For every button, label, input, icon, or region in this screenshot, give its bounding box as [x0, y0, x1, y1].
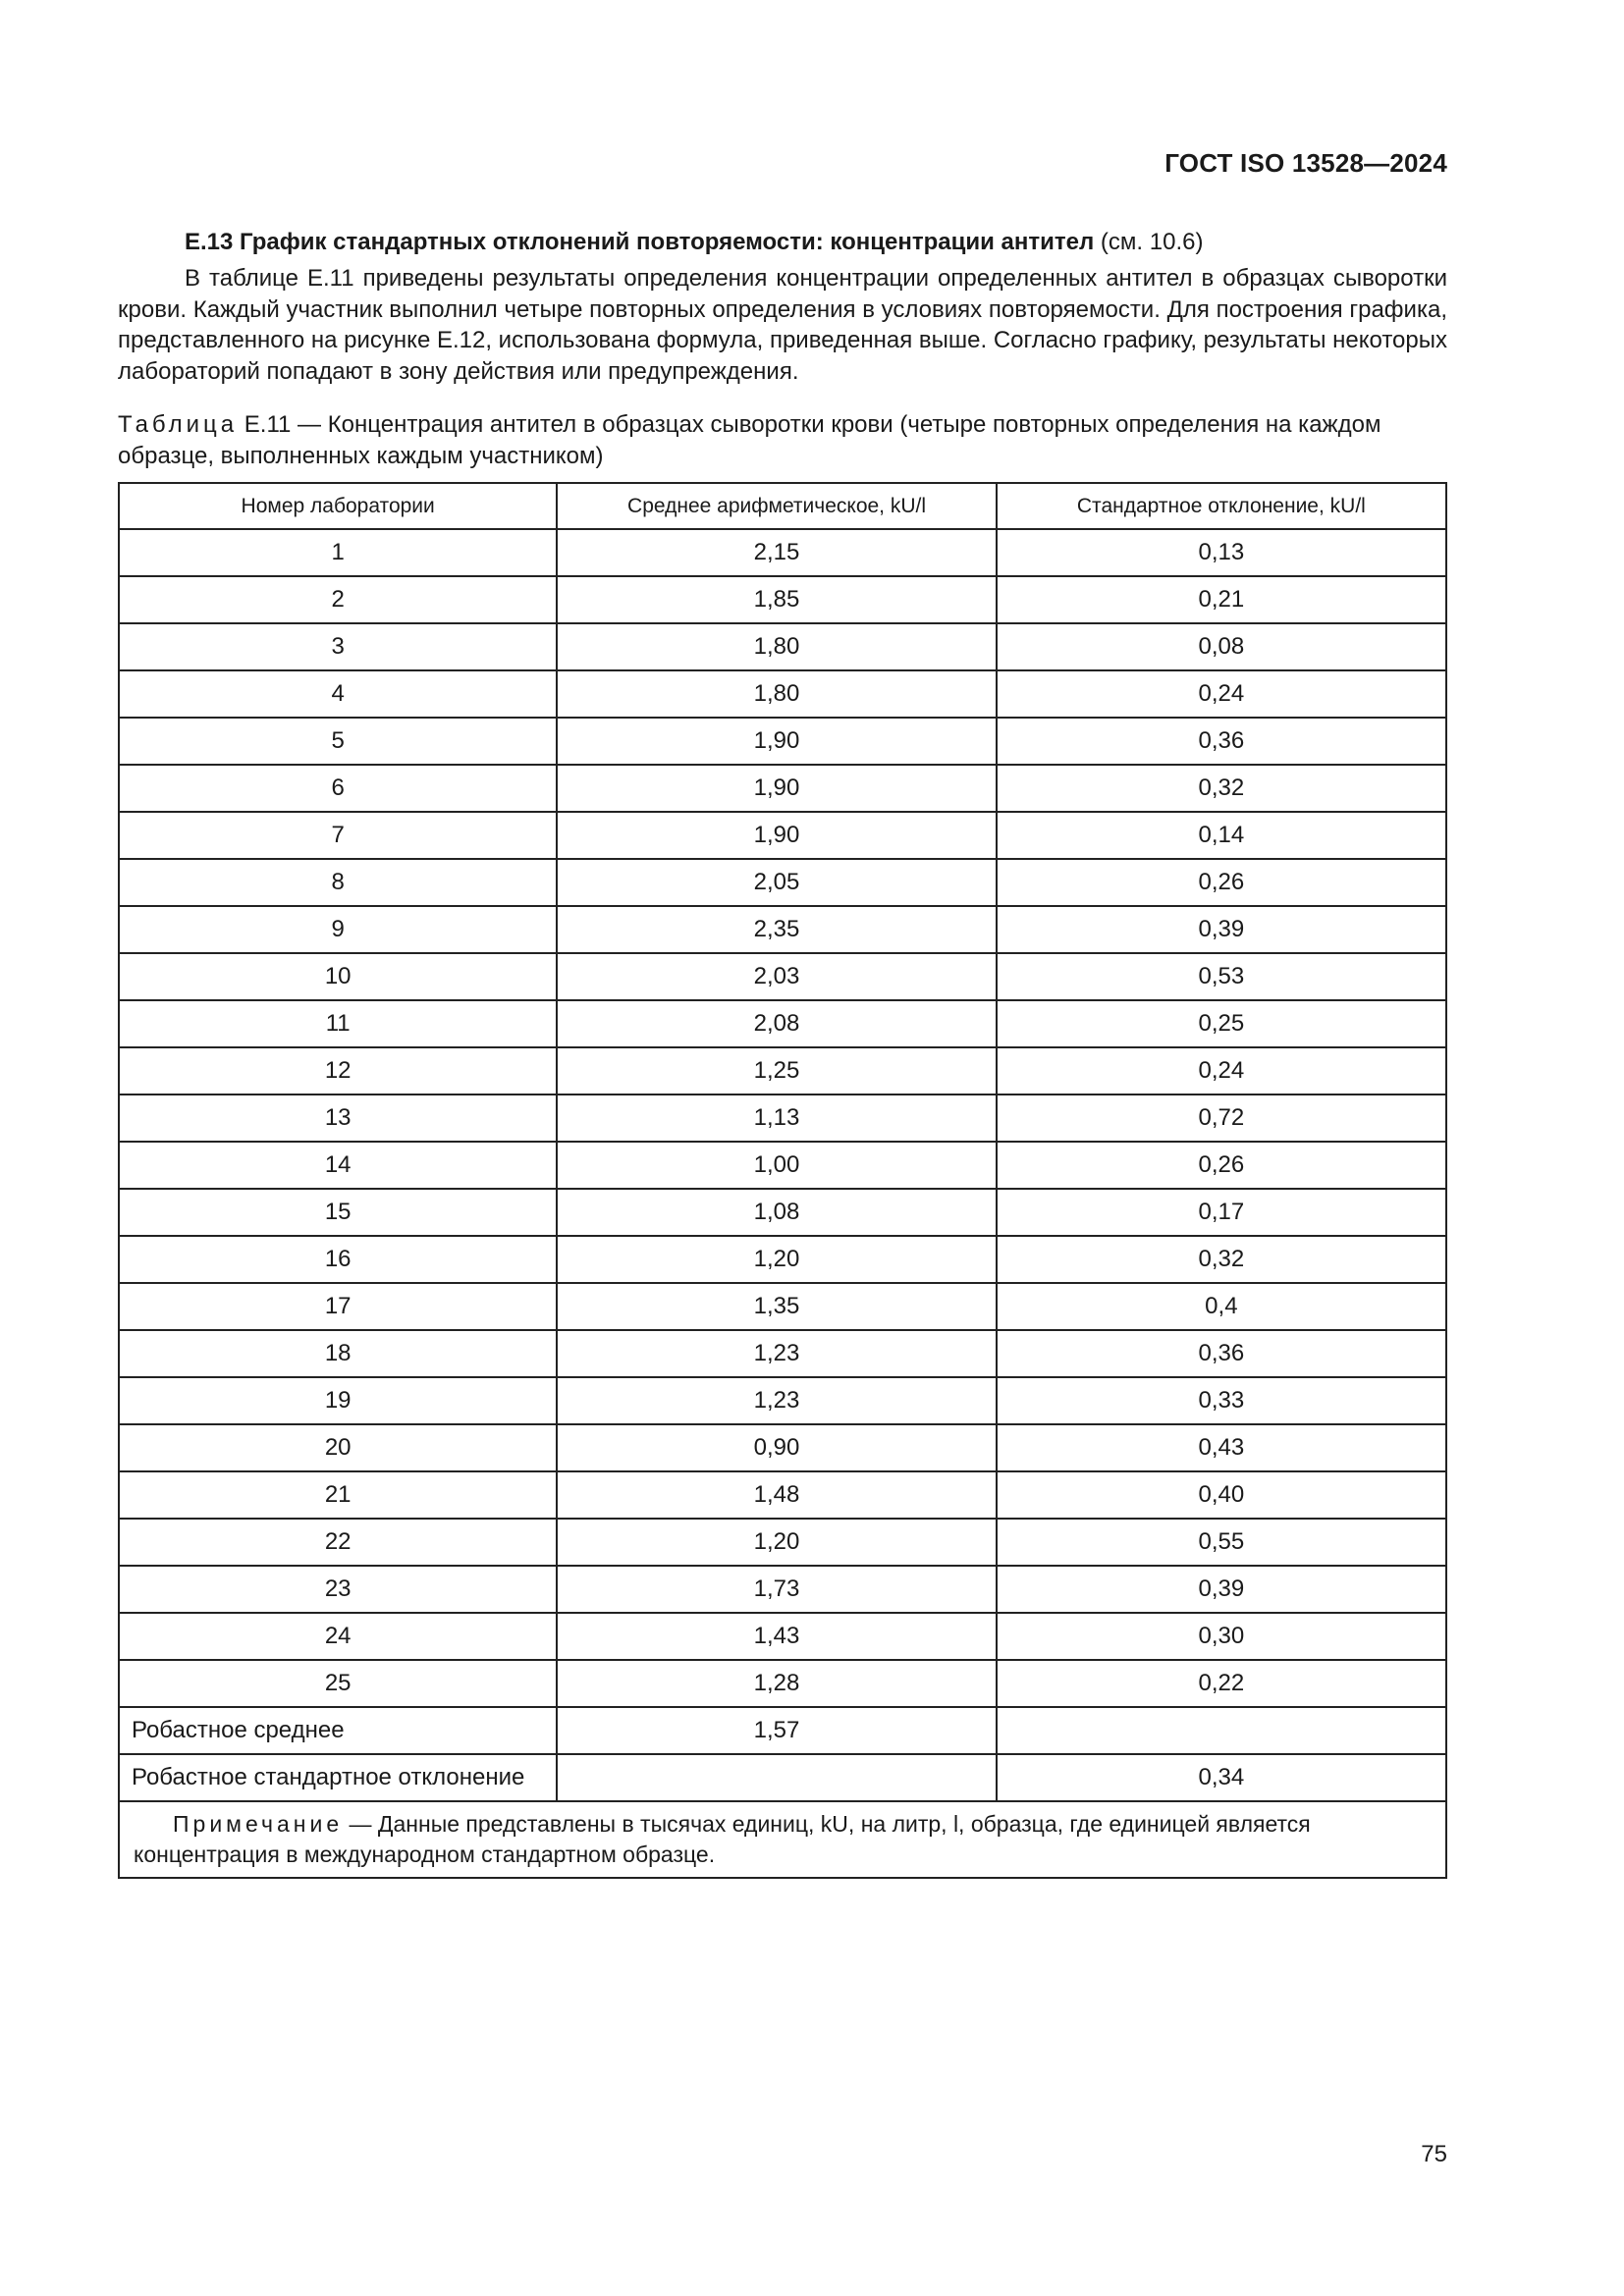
- table-note-row: [119, 1801, 1446, 1878]
- cell-mean: 2,35: [557, 906, 996, 953]
- cell-lab-number: 13: [119, 1095, 557, 1142]
- robust-mean-value: 1,57: [557, 1707, 996, 1754]
- table-note-label: Примечание: [173, 1811, 344, 1837]
- table-row: [119, 670, 1446, 718]
- cell-std-dev: 0,32: [997, 765, 1446, 812]
- cell-mean: 1,80: [557, 670, 996, 718]
- cell-std-dev: 0,72: [997, 1095, 1446, 1142]
- cell-mean: 1,25: [557, 1047, 996, 1095]
- table-row: [119, 623, 1446, 670]
- table-row: [119, 1189, 1446, 1236]
- table-row: [119, 1519, 1446, 1566]
- table-body: [119, 529, 1446, 1878]
- table-row: [119, 1566, 1446, 1613]
- antibody-concentration-table: [118, 482, 1447, 1879]
- table-row: [119, 1236, 1446, 1283]
- column-header-lab-number: Номер лаборатории: [119, 483, 557, 529]
- cell-mean: 1,85: [557, 576, 996, 623]
- cell-lab-number: 10: [119, 953, 557, 1000]
- cell-std-dev: 0,24: [997, 670, 1446, 718]
- cell-std-dev: 0,25: [997, 1000, 1446, 1047]
- cell-mean: 1,23: [557, 1330, 996, 1377]
- cell-lab-number: 18: [119, 1330, 557, 1377]
- robust-sd-label: Робастное стандартное отклонение: [119, 1754, 557, 1801]
- cell-lab-number: 17: [119, 1283, 557, 1330]
- cell-mean: 2,08: [557, 1000, 996, 1047]
- table-row: [119, 1330, 1446, 1377]
- cell-mean: 1,00: [557, 1142, 996, 1189]
- table-row: [119, 576, 1446, 623]
- table-caption: [118, 409, 1447, 471]
- cell-lab-number: 2: [119, 576, 557, 623]
- column-header-std-dev: Стандартное отклонение, kU/l: [997, 483, 1446, 529]
- cell-std-dev: 0,43: [997, 1424, 1446, 1471]
- table-row: [119, 1095, 1446, 1142]
- section-paragraph: В таблице E.11 приведены результаты определения концентрации определенных антител в образцах сыворотки крови. Каждый участник выполнил четыре повторных определения в условиях повторяемости. Для построения графика, представленного на рисунке E.12, использована формула, приведенная выше. Согласно графику, результаты некоторых лабораторий попадают в зону действия или предупреждения.: [118, 265, 1447, 385]
- cell-mean: 1,28: [557, 1660, 996, 1707]
- table-row: [119, 906, 1446, 953]
- cell-std-dev: 0,26: [997, 859, 1446, 906]
- cell-mean: 1,90: [557, 765, 996, 812]
- table-row: [119, 1471, 1446, 1519]
- cell-lab-number: 22: [119, 1519, 557, 1566]
- robust-sd-empty-cell: [557, 1754, 996, 1801]
- cell-std-dev: 0,32: [997, 1236, 1446, 1283]
- cell-std-dev: 0,36: [997, 1330, 1446, 1377]
- robust-sd-value: 0,34: [997, 1754, 1446, 1801]
- cell-mean: 2,15: [557, 529, 996, 576]
- cell-std-dev: 0,30: [997, 1613, 1446, 1660]
- cell-std-dev: 0,39: [997, 906, 1446, 953]
- section-title-bold: E.13 График стандартных отклонений повторяемости: концентрации антител: [185, 229, 1095, 255]
- cell-std-dev: 0,08: [997, 623, 1446, 670]
- section-title-reference: (см. 10.6): [1094, 229, 1204, 255]
- cell-std-dev: 0,17: [997, 1189, 1446, 1236]
- table-row: [119, 1660, 1446, 1707]
- cell-std-dev: 0,21: [997, 576, 1446, 623]
- cell-lab-number: 19: [119, 1377, 557, 1424]
- cell-std-dev: 0,53: [997, 953, 1446, 1000]
- cell-lab-number: 9: [119, 906, 557, 953]
- cell-std-dev: 0,55: [997, 1519, 1446, 1566]
- cell-lab-number: 16: [119, 1236, 557, 1283]
- table-note: [119, 1801, 1446, 1878]
- table-caption-text: E.11 — Концентрация антител в образцах сыворотки крови (четыре повторных определения на каждом образце, выполненных каждым участником): [118, 411, 1381, 469]
- table-row: [119, 1377, 1446, 1424]
- cell-lab-number: 6: [119, 765, 557, 812]
- column-header-mean: Среднее арифметическое, kU/l: [557, 483, 996, 529]
- page-number: 75: [1421, 2141, 1447, 2167]
- cell-lab-number: 11: [119, 1000, 557, 1047]
- cell-mean: 2,05: [557, 859, 996, 906]
- cell-lab-number: 5: [119, 718, 557, 765]
- cell-std-dev: 0,14: [997, 812, 1446, 859]
- table-row: [119, 1142, 1446, 1189]
- table-caption-label: Таблица: [118, 411, 239, 438]
- table-row: [119, 1047, 1446, 1095]
- cell-std-dev: 0,13: [997, 529, 1446, 576]
- cell-mean: 1,80: [557, 623, 996, 670]
- cell-std-dev: 0,36: [997, 718, 1446, 765]
- table-row: [119, 718, 1446, 765]
- cell-mean: 1,48: [557, 1471, 996, 1519]
- table-row: [119, 953, 1446, 1000]
- cell-lab-number: 3: [119, 623, 557, 670]
- table-row: [119, 1424, 1446, 1471]
- cell-mean: 2,03: [557, 953, 996, 1000]
- table-row: [119, 812, 1446, 859]
- cell-std-dev: 0,33: [997, 1377, 1446, 1424]
- table-row: [119, 529, 1446, 576]
- cell-mean: 1,90: [557, 718, 996, 765]
- cell-mean: 1,13: [557, 1095, 996, 1142]
- cell-mean: 1,08: [557, 1189, 996, 1236]
- cell-lab-number: 20: [119, 1424, 557, 1471]
- cell-mean: 1,35: [557, 1283, 996, 1330]
- cell-std-dev: 0,24: [997, 1047, 1446, 1095]
- cell-lab-number: 21: [119, 1471, 557, 1519]
- table-row: [119, 1000, 1446, 1047]
- cell-lab-number: 1: [119, 529, 557, 576]
- cell-lab-number: 15: [119, 1189, 557, 1236]
- cell-lab-number: 8: [119, 859, 557, 906]
- cell-std-dev: 0,26: [997, 1142, 1446, 1189]
- cell-mean: 0,90: [557, 1424, 996, 1471]
- robust-mean-label: Робастное среднее: [119, 1707, 557, 1754]
- cell-mean: 1,23: [557, 1377, 996, 1424]
- cell-std-dev: 0,22: [997, 1660, 1446, 1707]
- robust-sd-row: [119, 1754, 1446, 1801]
- table-note-text: — Данные представлены в тысячах единиц, kU, на литр, l, образца, где единицей является концентрация в международном стандартном образце.: [134, 1811, 1311, 1867]
- table-row: [119, 1613, 1446, 1660]
- table-row: [119, 1283, 1446, 1330]
- cell-lab-number: 4: [119, 670, 557, 718]
- cell-std-dev: 0,4: [997, 1283, 1446, 1330]
- cell-lab-number: 25: [119, 1660, 557, 1707]
- cell-mean: 1,73: [557, 1566, 996, 1613]
- cell-lab-number: 24: [119, 1613, 557, 1660]
- cell-std-dev: 0,40: [997, 1471, 1446, 1519]
- cell-std-dev: 0,39: [997, 1566, 1446, 1613]
- cell-mean: 1,43: [557, 1613, 996, 1660]
- cell-lab-number: 23: [119, 1566, 557, 1613]
- cell-mean: 1,90: [557, 812, 996, 859]
- standard-header: ГОСТ ISO 13528—2024: [1164, 148, 1447, 178]
- cell-lab-number: 7: [119, 812, 557, 859]
- section-title: [185, 227, 1447, 258]
- cell-lab-number: 12: [119, 1047, 557, 1095]
- cell-mean: 1,20: [557, 1236, 996, 1283]
- robust-mean-row: [119, 1707, 1446, 1754]
- table-header-row: [119, 483, 1446, 529]
- cell-lab-number: 14: [119, 1142, 557, 1189]
- robust-mean-empty-cell: [997, 1707, 1446, 1754]
- table-row: [119, 765, 1446, 812]
- table-row: [119, 859, 1446, 906]
- cell-mean: 1,20: [557, 1519, 996, 1566]
